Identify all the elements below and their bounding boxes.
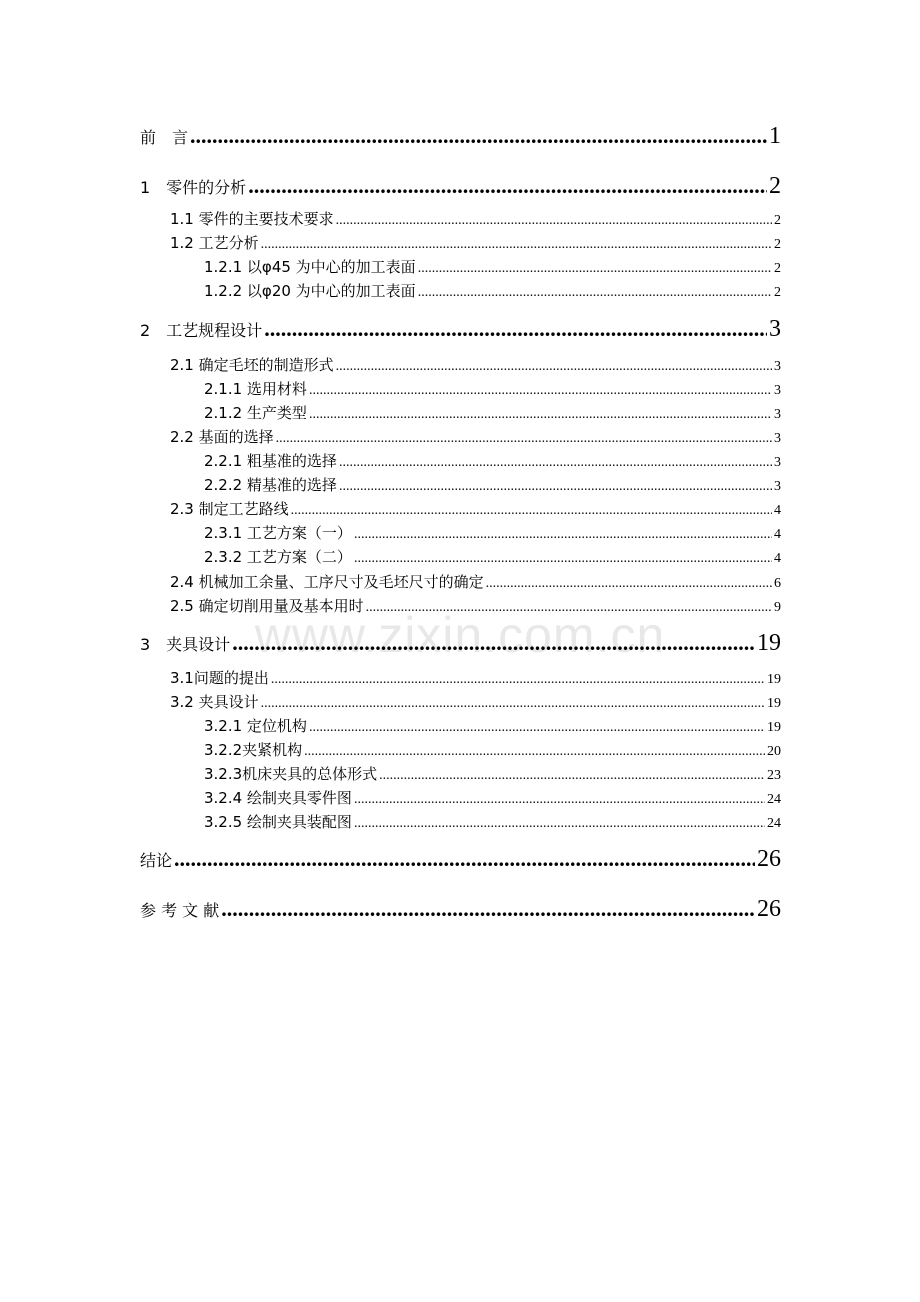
toc-entry-title: 前 言 [140,128,189,147]
toc-entry-page-number: 1 [769,123,781,149]
dot-leader [418,285,772,301]
dot-leader [276,431,772,447]
toc-entry-title: 2.2.1 粗基准的选择 [204,452,337,470]
toc-entry-page-number: 19 [767,696,781,711]
toc-entry-page-number: 2 [774,285,781,300]
toc-entry-page-number: 6 [774,576,781,591]
watermark: www.zixin.com.cn [254,607,666,663]
toc-entry-title: 3.2.2夹紧机构 [204,741,303,759]
toc-entry-page-number: 3 [774,479,781,494]
toc-entry-page-number: 3 [774,431,781,446]
toc-entry-page-number: 19 [767,672,781,687]
dot-leader [339,479,772,495]
toc-entry[interactable] [170,595,781,616]
toc-entry-title: 2.4 机械加工余量、工序尺寸及毛坯尺寸的确定 [170,573,484,591]
toc-entry-page-number: 3 [774,359,781,374]
dot-leader [248,173,767,199]
toc-entry[interactable] [204,402,781,423]
toc-entry[interactable] [170,208,781,229]
toc-entry[interactable] [170,691,781,712]
toc-entry-page-number: 2 [774,261,781,276]
toc-entry[interactable] [170,354,781,375]
toc-entry-title: 2.5 确定切削用量及基本用时 [170,597,364,615]
toc-entry-page-number: 19 [767,720,781,735]
toc-entry[interactable] [204,715,781,736]
toc-entry[interactable] [140,173,781,200]
toc-entry[interactable] [170,426,781,447]
toc-entry-title: 1 零件的分析 [140,178,247,197]
dot-leader [261,696,765,712]
dot-leader [354,527,772,543]
toc-entry-page-number: 24 [767,816,781,831]
toc-entry-page-number: 23 [767,768,781,783]
dot-leader [366,600,772,616]
toc-entry-page-number: 3 [774,383,781,398]
toc-entry[interactable] [204,450,781,471]
dot-leader [309,407,772,423]
toc-entry-title: 2 工艺规程设计 [140,321,263,340]
toc-entry-page-number: 19 [757,630,781,656]
dot-leader [336,213,772,229]
dot-leader [304,744,765,760]
toc-entry-title: 1.2 工艺分析 [170,234,259,252]
toc-entry-title: 2.3 制定工艺路线 [170,500,289,518]
dot-leader [418,261,772,277]
toc-entry-title: 2.1.1 选用材料 [204,380,307,398]
toc-entry-title: 2.1 确定毛坯的制造形式 [170,356,334,374]
toc-entry-page-number: 2 [774,213,781,228]
toc-entry-page-number: 20 [767,744,781,759]
toc-entry[interactable] [204,811,781,832]
toc-entry[interactable] [204,378,781,399]
toc-entry[interactable] [204,763,781,784]
dot-leader [354,816,765,832]
dot-leader [309,383,772,399]
toc-entry-title: 1.1 零件的主要技术要求 [170,210,334,228]
dot-leader [190,123,767,149]
toc-entry-page-number: 24 [767,792,781,807]
toc-entry-page-number: 3 [769,316,781,342]
toc-entry-page-number: 26 [757,896,781,922]
toc-entry-title: 1.2.1 以φ45 为中心的加工表面 [204,258,416,276]
toc-entry-title: 3.2.3机床夹具的总体形式 [204,765,378,783]
toc-entry[interactable] [170,498,781,519]
dot-leader [486,576,772,592]
dot-leader [339,455,772,471]
toc-entry[interactable] [204,522,781,543]
toc-entry[interactable] [170,571,781,592]
toc-entry-title: 结论 [140,851,173,870]
toc-entry-page-number: 2 [769,173,781,199]
toc-entry-page-number: 4 [774,551,781,566]
toc-entry-title: 1.2.2 以φ20 为中心的加工表面 [204,282,416,300]
toc-entry[interactable] [204,739,781,760]
toc-entry-page-number: 26 [757,846,781,872]
dot-leader [271,672,765,688]
toc-entry-page-number: 3 [774,407,781,422]
dot-leader [291,503,772,519]
toc-entry-title: 2.2 基面的选择 [170,428,274,446]
toc-entry[interactable] [140,846,781,873]
toc-entry[interactable] [204,256,781,277]
toc-entry[interactable] [170,667,781,688]
dot-leader [354,551,772,567]
toc-entry-title: 3.2.4 绘制夹具零件图 [204,789,352,807]
dot-leader [221,896,755,922]
toc-entry[interactable] [204,787,781,808]
toc-entry-page-number: 9 [774,600,781,615]
toc-entry-title: 2.3.1 工艺方案（一） [204,524,352,542]
toc-entry-title: 3.1问题的提出 [170,669,269,687]
dot-leader [264,316,767,342]
toc-entry[interactable] [170,232,781,253]
toc-entry[interactable] [140,123,781,150]
toc-entry-title: 3 夹具设计 [140,635,231,654]
dot-leader [354,792,765,808]
toc-entry-page-number: 2 [774,237,781,252]
toc-entry[interactable] [204,280,781,301]
toc-entry-title: 2.2.2 精基准的选择 [204,476,337,494]
toc-entry-title: 3.2 夹具设计 [170,693,259,711]
toc-entry-page-number: 3 [774,455,781,470]
toc-entry[interactable] [140,630,781,657]
toc-entry-title: 参 考 文 献 [140,901,220,920]
toc-entry-title: 2.3.2 工艺方案（二） [204,548,352,566]
dot-leader [309,720,765,736]
dot-leader [174,846,755,872]
dot-leader [261,237,772,253]
toc-entry[interactable] [140,896,781,923]
toc-entry-title: 2.1.2 生产类型 [204,404,307,422]
toc-entry[interactable] [140,316,781,343]
toc-entry-title: 3.2.5 绘制夹具装配图 [204,813,352,831]
toc-entry-page-number: 4 [774,503,781,518]
toc-entry[interactable] [204,546,781,567]
toc-entry-page-number: 4 [774,527,781,542]
dot-leader [379,768,765,784]
dot-leader [232,630,755,656]
dot-leader [336,359,772,375]
toc-entry-title: 3.2.1 定位机构 [204,717,307,735]
toc-entry[interactable] [204,474,781,495]
